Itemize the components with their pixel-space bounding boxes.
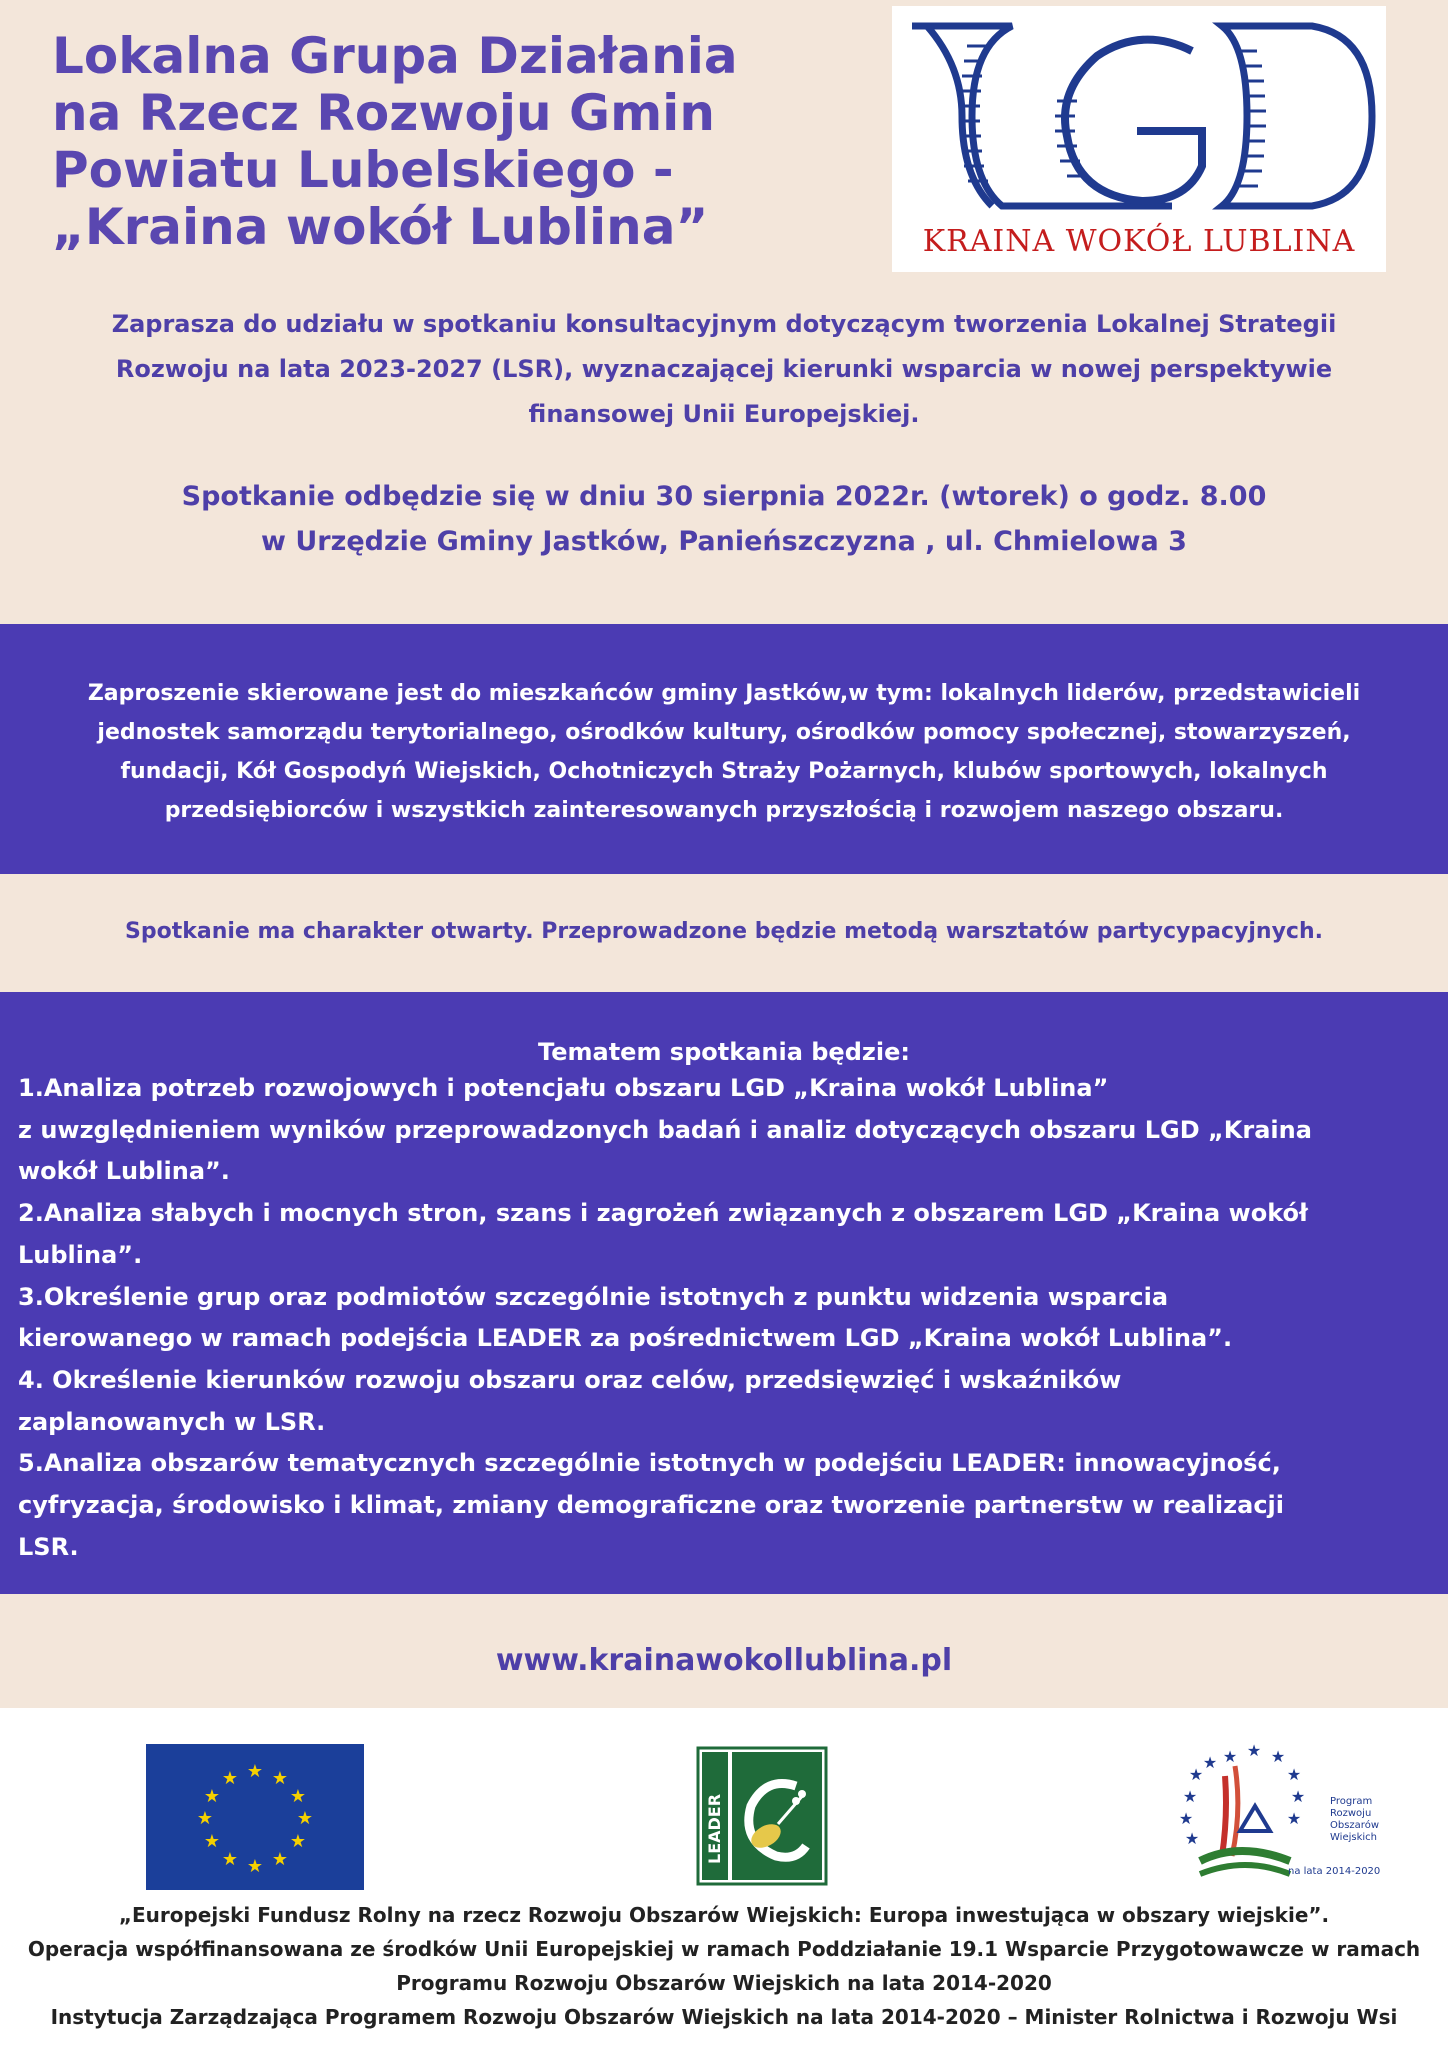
prow-years: na lata 2014-2020 xyxy=(1288,1866,1381,1877)
topic-line: 1.Analiza potrzeb rozwojowych i potencjału obszaru LGD „Kraina wokół Lublina” xyxy=(18,1074,1109,1102)
svg-text:★: ★ xyxy=(289,1786,307,1807)
topic-line: cyfryzacja, środowisko i klimat, zmiany demograficzne oraz tworzenie partnerstw w realizacji xyxy=(18,1491,1284,1520)
topic-line: LSR. xyxy=(18,1532,79,1561)
svg-text:★: ★ xyxy=(271,1849,289,1870)
lgd-logo-tagline: KRAINA WOKÓŁ LUBLINA xyxy=(922,224,1356,259)
org-title-line: „Kraina wokół Lublina” xyxy=(52,198,709,256)
topic-line: 2.Analiza słabych i mocnych stron, szans i zagrożeń związanych z obszarem LGD „Kraina wokół xyxy=(18,1199,1308,1228)
svg-text:★: ★ xyxy=(196,1808,214,1829)
svg-text:LEADER: LEADER xyxy=(705,1793,724,1864)
org-title-line: Powiatu Lubelskiego - xyxy=(52,141,674,199)
svg-text:★: ★ xyxy=(1222,1747,1238,1766)
svg-text:★: ★ xyxy=(296,1808,314,1829)
prow-logo-text xyxy=(1330,1796,1400,1844)
footer-line: Operacja współfinansowana ze środków Unii Europejskiej w ramach Poddziałanie 19.1 Wsparcie Przygotowawcze w ramach xyxy=(27,1937,1421,1961)
svg-text:★: ★ xyxy=(1178,1809,1194,1828)
topic-line: Lublina”. xyxy=(18,1240,143,1269)
invitation-text xyxy=(24,674,1424,830)
topic-line: wokół Lublina”. xyxy=(18,1157,230,1186)
svg-text:★: ★ xyxy=(1182,1787,1198,1806)
prow-line: Rozwoju xyxy=(1330,1808,1372,1819)
topic-line: 3.Określenie grup oraz podmiotów szczególnie istotnych z punktu widzenia wsparcia xyxy=(18,1282,1169,1311)
invitation-line: fundacji, Kół Gospodyń Wiejskich, Ochotniczych Straży Pożarnych, klubów sportowych, lokalnych xyxy=(120,759,1328,784)
topics-band xyxy=(0,992,1448,1594)
svg-text:★: ★ xyxy=(1270,1747,1286,1766)
prow-line: Wiejskich xyxy=(1330,1832,1377,1843)
invitation-line: jednostek samorządu terytorialnego, ośrodków kultury, ośrodków pomocy społecznej, stowarzyszeń, xyxy=(97,720,1351,745)
meeting-line: w Urzędzie Gminy Jastków, Panieńszczyzna , ul. Chmielowa 3 xyxy=(261,526,1187,557)
invitation-line: Zaproszenie skierowane jest do mieszkańców gminy Jastków,w tym: lokalnych liderów, przedstawicieli xyxy=(87,681,1361,706)
svg-text:★: ★ xyxy=(246,1856,264,1877)
prow-line: Program xyxy=(1330,1796,1373,1807)
meeting-details xyxy=(40,474,1408,564)
intro-line: finansowej Unii Europejskiej. xyxy=(528,400,920,428)
website-band xyxy=(0,1614,1448,1708)
lgd-logo xyxy=(892,6,1386,272)
organization-title xyxy=(52,28,872,256)
svg-text:★: ★ xyxy=(271,1768,289,1789)
topic-line: kierowanego w ramach podejścia LEADER za pośrednictwem LGD „Kraina wokół Lublina”. xyxy=(18,1324,1233,1353)
svg-text:★: ★ xyxy=(203,1831,221,1852)
svg-text:★: ★ xyxy=(221,1768,239,1789)
meeting-line: Spotkanie odbędzie się w dniu 30 sierpnia 2022r. (wtorek) o godz. 8.00 xyxy=(181,481,1267,512)
invitation-band xyxy=(0,624,1448,874)
topics-list xyxy=(18,1068,1418,1568)
svg-text:★: ★ xyxy=(246,1761,264,1782)
footer xyxy=(0,1708,1448,2048)
topic-line: z uwzględnieniem wyników przeprowadzonych badań i analiz dotyczących obszaru LGD „Kraina xyxy=(18,1115,1312,1144)
intro-line: Zaprasza do udziału w spotkaniu konsultacyjnym dotyczącym tworzenia Lokalnej Strategii xyxy=(111,310,1337,338)
eu-flag-icon xyxy=(146,1744,364,1890)
svg-text:★: ★ xyxy=(1286,1765,1302,1784)
org-title-line: Lokalna Grupa Działania xyxy=(52,27,738,85)
topic-line: zaplanowanych w LSR. xyxy=(18,1407,326,1436)
svg-text:★: ★ xyxy=(289,1831,307,1852)
topic-line: 4. Określenie kierunków rozwoju obszaru oraz celów, przedsięwzięć i wskaźników xyxy=(18,1365,1122,1394)
website-link[interactable]: www.krainawokollublina.pl xyxy=(495,1643,953,1678)
topic-line: 5.Analiza obszarów tematycznych szczególnie istotnych w podejściu LEADER: innowacyjność, xyxy=(18,1449,1281,1478)
open-note-text: Spotkanie ma charakter otwarty. Przeprowadzone będzie metodą warsztatów partycypacyjnych. xyxy=(125,919,1323,944)
leader-logo-icon xyxy=(696,1746,828,1886)
svg-text:★: ★ xyxy=(1202,1753,1218,1772)
footer-line: Programu Rozwoju Obszarów Wiejskich na lata 2014-2020 xyxy=(396,1971,1052,1995)
org-title-line: na Rzecz Rozwoju Gmin xyxy=(52,84,715,142)
intro-line: Rozwoju na lata 2023-2027 (LSR), wyznaczającej kierunki wsparcia w nowej perspektywie xyxy=(115,355,1333,383)
footer-line: Instytucja Zarządzająca Programem Rozwoju Obszarów Wiejskich na lata 2014-2020 – Minister Rolnictwa i Rozwoju Wsi xyxy=(50,2005,1398,2029)
svg-text:★: ★ xyxy=(1290,1787,1306,1806)
header-section xyxy=(0,0,1448,620)
intro-text xyxy=(40,302,1408,437)
svg-text:★: ★ xyxy=(1184,1829,1200,1848)
svg-text:★: ★ xyxy=(1286,1809,1302,1828)
svg-text:★: ★ xyxy=(1246,1741,1262,1760)
prow-logo-icon xyxy=(1170,1736,1396,1896)
prow-line: Obszarów xyxy=(1330,1820,1379,1831)
invitation-line: przedsiębiorców i wszystkich zainteresowanych przyszłością i rozwojem naszego obszaru. xyxy=(164,798,1284,823)
open-note-band xyxy=(0,892,1448,972)
footer-text xyxy=(20,1898,1428,2034)
svg-text:★: ★ xyxy=(203,1786,221,1807)
footer-line: „Europejski Fundusz Rolny na rzecz Rozwoju Obszarów Wiejskich: Europa inwestująca w obszary wiejskie”. xyxy=(118,1903,1330,1927)
svg-text:★: ★ xyxy=(1188,1765,1204,1784)
svg-text:★: ★ xyxy=(221,1849,239,1870)
topics-heading: Tematem spotkania będzie: xyxy=(538,1038,910,1066)
